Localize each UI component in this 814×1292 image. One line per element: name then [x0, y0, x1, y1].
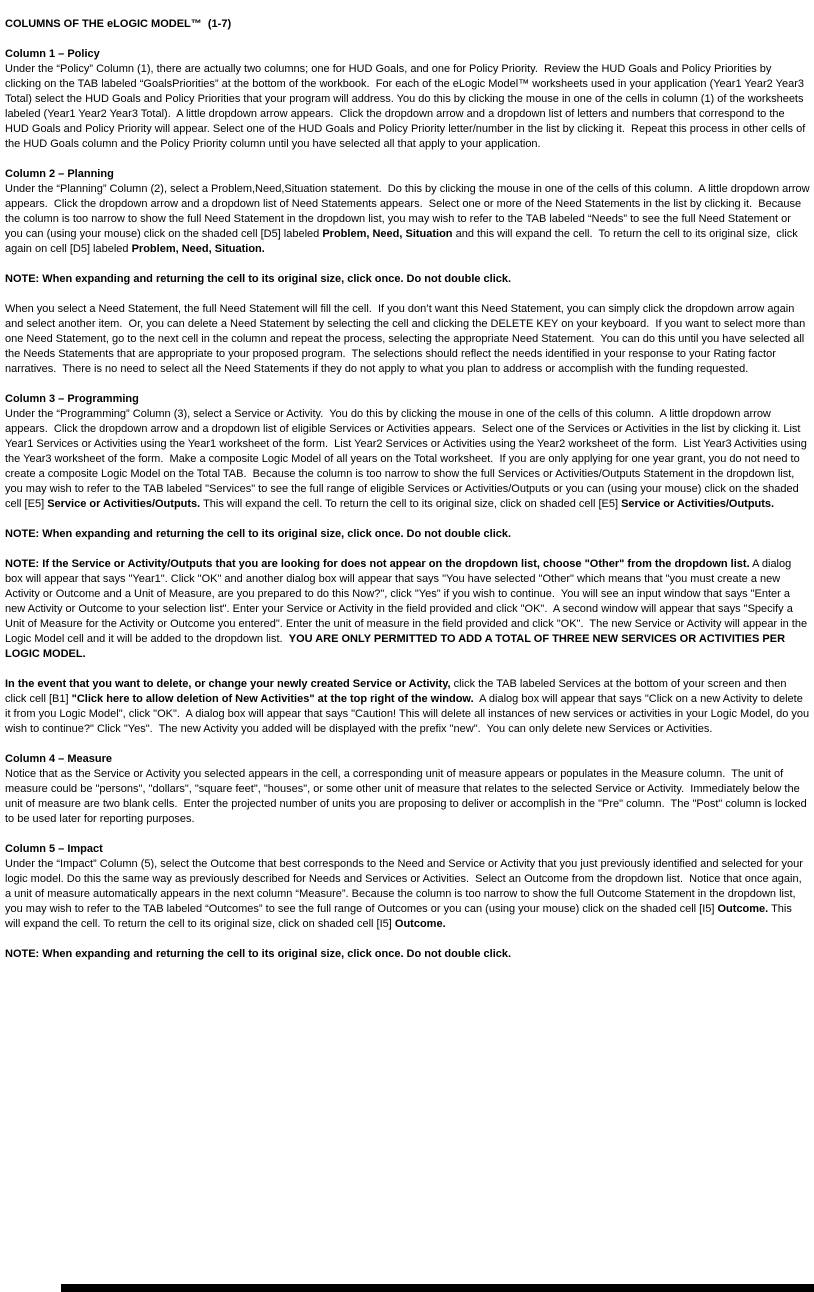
text-run-bold: Service or Activities/Outputs.	[621, 498, 775, 510]
note-expand-return-2	[5, 527, 810, 542]
text-run: and this will expand the cell. To return the cell to its original size, click again on cell [D5] labeled	[5, 228, 801, 255]
need-statement-paragraph	[5, 302, 810, 377]
text-run: Notice that as the Service or Activity you selected appears in the cell, a corresponding unit of measure appears or populates in the Measure column. The unit of measure could be "persons", "dollars", "square feet", "houses", or some other unit of measure that relates to the selected Service or Activity. Immediately below the unit of measure are two blank cells. Enter the projected number of units you are proposing to deliver or accomplish in the "Pre" column. The "Post" column is locked to be used later for reporting purposes.	[5, 768, 810, 825]
note-other-option-paragraph	[5, 557, 810, 662]
text-run-bold: Problem, Need, Situation.	[131, 243, 265, 255]
text-run: Under the “Planning” Column (2), select a Problem,Need,Situation statement. Do this by clicking the mouse in one of the cells of this column. A little dropdown arrow appears. Click the dropdown arrow and a dropdown list of Need Statements appears. Select one or more of the Need Statements in the list by clicking it. Because the column is too narrow to show the full Need Statement in the dropdown list, you may wish to refer to the TAB labeled “Needs” to see the full Need Statement or you can (using your mouse) click on the shaded cell [D5] labeled	[5, 183, 813, 240]
text-run-bold: NOTE: When expanding and returning the cell to its original size, click once. Do not double click.	[5, 948, 512, 960]
text-run: This will expand the cell. To return the cell to its original size, click on shaded cell [E5]	[200, 498, 622, 510]
delete-new-activity-paragraph	[5, 677, 813, 737]
text-run-bold: "Click here to allow deletion of New Activities" at the top right of the window.	[71, 693, 474, 705]
text-run-bold: Column 1 – Policy	[5, 48, 100, 60]
column-5-impact-paragraph	[5, 857, 810, 932]
text-run-bold: Outcome.	[717, 903, 769, 915]
text-run-bold: Service or Activities/Outputs.	[47, 498, 201, 510]
section-heading-column-4-measure	[5, 752, 810, 767]
column-3-programming-paragraph	[5, 407, 810, 512]
text-run-bold: Outcome.	[394, 918, 446, 930]
text-run: Under the “Impact” Column (5), select the Outcome that best corresponds to the Need and Service or Activity that you just previously identified and selected for your logic model. Do this the same way as previously described for Needs and Services or Activities. Select an Outcome from the dropdown list. Notice that once again, a unit of measure automatically appears in the next column “Measure”. Because the column is too narrow to show the full Outcome Statement in the dropdown list, you may wish to refer to the TAB labeled “Outcomes” to see the full range of Outcomes or you can (using your mouse) click on the shaded cell [I5]	[5, 858, 806, 915]
text-run-bold: Column 5 – Impact	[5, 843, 103, 855]
text-run: This will expand the cell. To return the cell to its original size, click on shaded cell [I5]	[5, 903, 795, 930]
text-run-bold: Column 4 – Measure	[5, 753, 112, 765]
text-run-bold: NOTE: If the Service or Activity/Outputs that you are looking for does not appear on the dropdown list, choose "Other" from the dropdown list.	[5, 558, 750, 570]
text-run-bold: YOU ARE ONLY PERMITTED TO ADD A TOTAL OF THREE NEW SERVICES OR ACTIVITIES PER LOGIC MODEL.	[5, 633, 789, 660]
section-heading-column-1-policy	[5, 47, 810, 62]
column-1-policy-paragraph	[5, 62, 810, 152]
text-run: Under the “Policy” Column (1), there are actually two columns; one for HUD Goals, and one for Policy Priority. Review the HUD Goals and Policy Priorities by clicking on the TAB labeled “GoalsPriorities” at the bottom of the workbook. For each of the eLogic Model™ worksheets used in your application (Year1 Year2 Year3 Total) select the HUD Goals and Policy Priorities that your program will address. You do this by clicking the mouse in one of the cells in column (1) of the worksheets labeled (Year1 Year2 Year3 Total). A little dropdown arrow appears. Click the dropdown arrow and a dropdown list of letters and numbers that correspond to the HUD Goals and Policy Priority will appear. Select one of the HUD Goals and Policy Priority letter/number in the list by clicking it. Repeat this process in other cells of the HUD Goals column and the Policy Priority column until you have selected all that apply to your application.	[5, 63, 809, 150]
section-heading-column-3-programming	[5, 392, 810, 407]
text-run: Under the “Programming” Column (3), select a Service or Activity. You do this by clicking the mouse in one of the cells of this column. A little dropdown arrow appears. Click the dropdown arrow and a dropdown list of eligible Services or Activities appears. Select one of the Services or Activities in the list by clicking it. List Year1 Services or Activities using the Year1 worksheet of the form. List Year2 Services or Activities using the Year2 worksheet of the form. List Year3 Activities using the Year3 worksheet of the form. Make a composite Logic Model of all years on the Total worksheet. If you are only applying for one year grant, you do not need to create a composite Logic Model on the Total TAB. Because the column is too narrow to show the full Services or Activities/Outputs Statement in the dropdown list, you may wish to refer to the TAB labeled "Services" to see the full range of eligible Services or Activities/Outputs or you can (using your mouse) click on the shaded cell [E5]	[5, 408, 810, 510]
document-blocks	[5, 47, 813, 962]
column-4-measure-paragraph	[5, 767, 810, 827]
text-run: A dialog box will appear that says "Year1". Click "OK" and another dialog box will appear that says "You have selected "Other" which means that "you must create a new Activity or Outcome and a Unit of Measure, are you prepared to do this Now?", click "Yes" if you wish to continue. You will see an input window that says "Enter a new Activity or Outcome to your selection list". Enter your Service or Activity in the field provided and click "OK". A second window will appear that says "Specify a Unit of Measure for the Activity or Outcome you entered". Enter the unit of measure in the field provided and click "OK". The new Service or Activity will appear in the Logic Model cell and it will be added to the dropdown list.	[5, 558, 811, 645]
note-expand-return-1	[5, 272, 810, 287]
bottom-edge-bar	[61, 1284, 814, 1292]
text-run-bold: Column 3 – Programming	[5, 393, 139, 405]
text-run-bold: NOTE: When expanding and returning the cell to its original size, click once. Do not double click.	[5, 528, 512, 540]
section-heading-column-2-planning	[5, 167, 810, 182]
section-heading-column-5-impact	[5, 842, 810, 857]
text-run-bold: NOTE: When expanding and returning the cell to its original size, click once. Do not double click.	[5, 273, 512, 285]
column-2-planning-paragraph	[5, 182, 813, 257]
text-run-bold: In the event that you want to delete, or change your newly created Service or Activity,	[5, 678, 451, 690]
note-expand-return-3	[5, 947, 810, 962]
text-run: When you select a Need Statement, the full Need Statement will fill the cell. If you don’t want this Need Statement, you can simply click the dropdown arrow again and select another item. Or, you can delete a Need Statement by selecting the cell and clicking the DELETE KEY on your keyboard. If you want to select more than one Need Statement, go to the next cell in the column and repeat the process, selecting the appropriate Need Statement. You can do this until you have selected all the Needs Statements that are appropriate to your proposed program. The selections should reflect the needs identified in your response to your Rating factor narratives. There is no need to select all the Need Statements if they do not apply to what you plan to address or accomplish with the funding requested.	[5, 303, 809, 375]
text-run-bold: Column 2 – Planning	[5, 168, 114, 180]
text-run-bold: Problem, Need, Situation	[322, 228, 453, 240]
text-run: A dialog box will appear that says "Click on a new Activity to delete it from you Logic Model", click "OK". A dialog box will appear that says "Caution! This will delete all instances of new services or activities in your Logic Model, do you wish to continue?" Click "Yes". The new Activity you added will be displayed with the prefix "new". You can only delete new Services or Activities.	[5, 693, 813, 735]
document-title: COLUMNS OF THE eLOGIC MODEL™ (1-7)	[5, 18, 232, 30]
text-run: click the TAB labeled Services at the bottom of your screen and then click cell [B1]	[5, 678, 790, 705]
